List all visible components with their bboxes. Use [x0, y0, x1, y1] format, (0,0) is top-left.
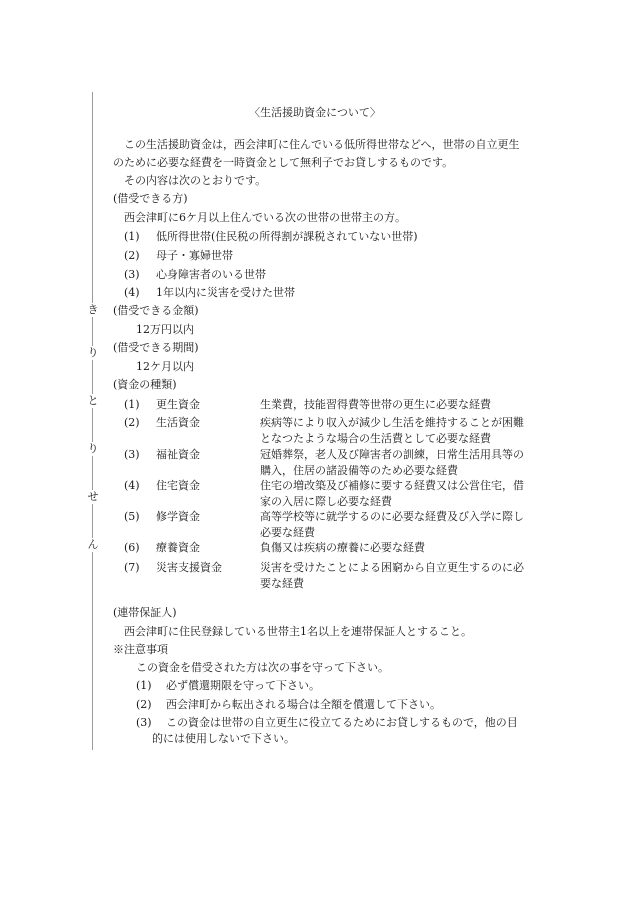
fund-type-name: 修学資金 [156, 510, 200, 523]
note-item-text: 西会津町から転出される場合は全額を償還して下さい。 [166, 698, 441, 711]
fund-type-desc: 高等学校等に就学するのに必要な経費及び入学に際し [260, 510, 524, 523]
note-item-text: 必ず償還期限を守って下さい。 [166, 679, 320, 692]
intro-text: その内容は次のとおりです。 [124, 174, 267, 187]
fund-type-desc: 災害を受けたことによる困窮から自立更生するのに必 [260, 561, 524, 574]
document-title: 〈生活援助資金について〉 [249, 106, 381, 119]
borrower-item-text: 母子・寡婦世帯 [156, 249, 233, 262]
fund-type-number: (3) [124, 448, 140, 461]
section-heading-borrowers: (借受できる方) [113, 192, 188, 205]
cut-line-char: り [87, 346, 99, 359]
section-heading-notes: ※注意事項 [113, 643, 168, 656]
fund-type-name: 福祉資金 [156, 448, 200, 461]
guarantor-text: 西会津町に住民登録している世帯主1名以上を連帯保証人とすること。 [124, 625, 472, 638]
fund-type-desc: 負傷又は疾病の療養に必要な経費 [260, 541, 425, 554]
cut-line-char: ん [87, 538, 99, 551]
borrower-item: (1) [124, 230, 140, 243]
borrower-item-text: 低所得世帯(住民税の所得割が課税されていない世帯) [156, 230, 418, 243]
fund-type-number: (5) [124, 510, 140, 523]
fund-type-desc: 住宅の増改築及び補修に要する経費又は公営住宅，借 [260, 479, 524, 492]
fund-type-desc: となつたような場合の生活費として必要な経費 [260, 432, 491, 445]
cut-line-char: と [87, 394, 99, 407]
borrower-item: (4) [124, 286, 140, 299]
borrower-item: (3) [124, 268, 140, 281]
borrower-item: (2) [124, 249, 140, 262]
borrower-item-text: 1年以内に災害を受けた世帯 [156, 286, 295, 299]
note-item-number: (3) [136, 716, 152, 729]
fund-type-name: 災害支援資金 [156, 561, 222, 574]
note-item-text: この資金は世帯の自立更生に役立てるためにお貸しするもので，他の目 [166, 716, 518, 729]
note-item-number: (1) [136, 679, 152, 692]
section-heading-amount: (借受できる金額) [113, 304, 199, 317]
fund-type-number: (4) [124, 479, 140, 492]
borrower-item-text: 心身障害者のいる世帯 [156, 268, 266, 281]
cut-line-char: せ [87, 490, 99, 503]
intro-text: この生活援助資金は，西会津町に住んでいる低所得世帯などへ，世帯の自立更生 [124, 138, 520, 151]
fund-type-desc: 冠婚葬祭，老人及び障害者の訓練，日常生活用具等の [260, 448, 524, 461]
fund-type-name: 住宅資金 [156, 479, 200, 492]
fund-type-desc: 要な経費 [260, 577, 304, 590]
note-item-text: 的には使用しないで下さい。 [152, 732, 295, 745]
fund-type-name: 療養資金 [156, 541, 200, 554]
cut-line-char: り [87, 442, 99, 455]
note-item-number: (2) [136, 698, 152, 711]
period-value: 12ケ月以内 [136, 360, 194, 373]
fund-type-number: (2) [124, 416, 140, 429]
notes-lead: この資金を借受された方は次の事を守って下さい。 [136, 661, 389, 674]
fund-type-desc: 購入，住居の諸設備等のため必要な経費 [260, 464, 458, 477]
fund-type-desc: 生業費，技能習得費等世帯の更生に必要な経費 [260, 398, 491, 411]
fund-type-desc: 必要な経費 [260, 526, 315, 539]
fund-type-number: (6) [124, 541, 140, 554]
borrowers-lead: 西会津町に6ケ月以上住んでいる次の世帯の世帯主の方。 [124, 211, 406, 224]
fund-type-number: (7) [124, 561, 140, 574]
fund-type-name: 更生資金 [156, 398, 200, 411]
fund-type-name: 生活資金 [156, 416, 200, 429]
section-heading-types: (資金の種類) [113, 378, 177, 391]
cut-line-char: き [87, 303, 99, 316]
fund-type-desc: 家の入居に際し必要な経費 [260, 495, 392, 508]
section-heading-period: (借受できる期間) [113, 341, 199, 354]
intro-text: のために必要な経費を一時資金として無利子でお貸しするものです。 [113, 156, 454, 169]
fund-type-number: (1) [124, 398, 140, 411]
amount-value: 12万円以内 [136, 323, 194, 336]
section-heading-guarantor: (連帯保証人) [113, 606, 177, 619]
fund-type-desc: 疾病等により収入が減少し生活を維持することが困難 [260, 416, 524, 429]
